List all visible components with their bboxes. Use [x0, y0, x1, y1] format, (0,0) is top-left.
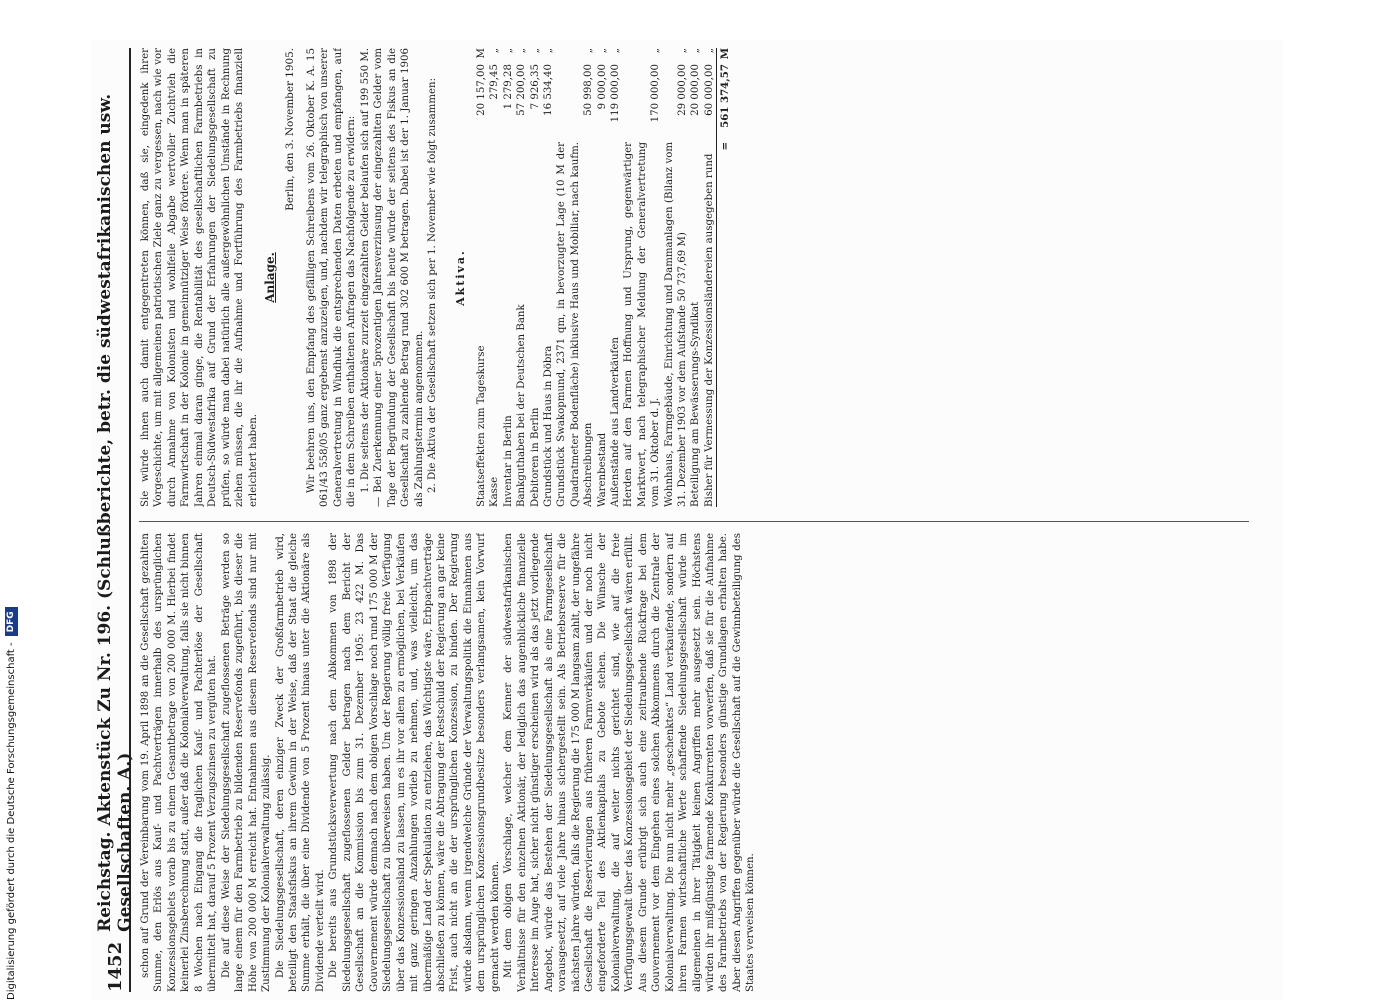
paragraph: 2. Die Aktiva der Gesellschaft setzen sich per 1. November wie folgt zusammen:: [427, 77, 439, 493]
aktiva-title: Aktiva.: [453, 249, 467, 306]
paragraph: Sie würde ihnen auch damit entgegentreten können, daß sie, eingedenk ihrer Vorgeschichte, um mit allgemeinen patriotischen Ziele ganz zu vergessen, nach wie vor durch Annahme von Kolonisten und wohlfeile Abgabe wertvoller Zuchtvieh die Farmwirtschaft in der Kolonie in gemeinnütziger Weise fördere. Wenn man in späteren Jahren einmal daran ginge, die Rentabilität des gesellschaftlichen Farmbetriebs in Deutsch-Südwestafrika auf Grund der Erfahrungen der Siedelungsgesellschaft zu prüfen, so würde man dabei natürlich alle außergewöhnlichen Umstände in Rechnung ziehen müssen, die ihr die Aufnahme und Fortführung des Farmbetriebs finanziell erleichtert haben.: [140, 48, 259, 507]
aktiva-label: Beteiligung am Bewässerungs-Syndikat: [690, 301, 702, 507]
aktiva-unit: „: [677, 48, 689, 54]
aktiva-row: [596, 48, 609, 507]
aktiva-label: Bankguthaben bei der Deutschen Bank: [516, 304, 528, 507]
aktiva-unit: „: [529, 48, 541, 54]
aktiva-label: Debitoren in Berlin: [529, 407, 541, 507]
aktiva-label: Bisher für Vermessung der Konzessionsländereien ausgegeben rund: [703, 153, 715, 507]
page-header: [95, 48, 135, 992]
aktiva-row: [515, 48, 528, 507]
aktiva-unit: „: [489, 48, 501, 54]
aktiva-table: [475, 48, 733, 507]
aktiva-unit: „: [703, 48, 715, 54]
paragraph: Die Siedelungsgesellschaft, deren einziger Zweck der Großfarmbetrieb wird, beteiligt den Staatsfiskus an ihrem Gewinn in der Weise, daß der Staat die gleiche Summe erhält, die über eine Dividende von 5 Prozent hinaus unter die Aktionäre als Dividende verteilt wird.: [274, 533, 326, 992]
aktiva-amount: 279,45: [489, 64, 501, 100]
aktiva-row: [622, 48, 662, 507]
aktiva-row: [555, 48, 595, 507]
aktiva-label: Herden auf den Farmen Hoffnung und Ursprung, gegenwärtiger Marktwert, nach telegraphischer Meldung der Generalvertretung vom 31. Oktober d. J.: [623, 142, 662, 507]
aktiva-row: [689, 48, 702, 507]
digitization-credit: [4, 0, 18, 1000]
aktiva-unit: „: [502, 48, 514, 54]
aktiva-amount: 16 534,40: [543, 64, 554, 116]
dfg-logo: DFG: [5, 607, 18, 636]
letter-date: Berlin, den 3. November 1905.: [283, 48, 296, 211]
aktiva-total-unit: M: [717, 48, 733, 64]
aktiva-row: [703, 48, 717, 507]
aktiva-amount: 57 200,00: [516, 64, 528, 116]
credit-text: Digitalisierung gefördert durch die Deutsche Forschungsgemeinschaft -: [5, 642, 17, 1000]
aktiva-unit: „: [610, 48, 622, 54]
aktiva-label: Wohnhaus, Farmgebäude, Einrichtung und Dammanlagen (Bilanz vom 31. Dezember 1903 vor dem Aufstande 50 737,69 M): [663, 142, 689, 507]
aktiva-row: [529, 48, 542, 507]
aktiva-amount: 1 279,28: [502, 64, 514, 110]
paragraph: Wir beehren uns, den Empfang des gefälligen Schreibens vom 26. Oktober K. A. 15 061/43 558/05 ganz ergebenst anzuzeigen, und, nachdem wir telegraphisch von unserer Generalvertretung in Windhuk die entsprechenden Daten erbeten und empfangen, auf die in dem Schreiben enthaltenen Anfragen das Nachfolgende zu erwidern:: [305, 48, 358, 507]
aktiva-amount: 119 000,00: [610, 64, 622, 123]
aktiva-label: Kasse: [489, 476, 501, 507]
aktiva-label: Inventar in Berlin: [502, 415, 514, 507]
aktiva-amount: 50 998,00: [583, 64, 595, 116]
paragraph: Die bereits aus Grundstücksverwertung nach dem Abkommen von 1898 der Siedelungsgesellschaft zugeflossenen Gelder betragen nach dem Bericht der Gesellschaft an die Kommission bis zum 31. Dezember 1905: 23 422 M. Das Gouvernement würde demnach nach dem obigen Vorschlage noch rund 175 000 M der Siedelungsgesellschaft zu überweisen haben. Um der Regierung völlig freie Verfügung über das Konzessionsland zu lassen, um es ihr vor allem zu ermöglichen, bei Verkäufen mit ganz geringen Anzahlungen vorlieb zu nehmen, und, was vielleicht, um das übermäßige Land der Spekulation zu entziehen, das Wichtigste wäre, Erbpachtverträge abschließen zu können, wäre die Abtragung der Restschuld der Regierung an gar keine Frist, auch nicht an die der ursprünglichen Konzession, zu binden. Der Regierung würde alsdann, wenn irgendwelche Gründe der Verwaltungspolitik die Einnahmen aus dem ursprünglichen Konzessionsgrundbesitze besonders verlangsamen, kein Vorwurf gemacht werden können.: [328, 533, 501, 992]
aktiva-unit: „: [516, 48, 528, 54]
aktiva-row: [542, 48, 555, 507]
paragraph: 1. Die seitens der Aktionäre zurzeit eingezahlten Gelder belaufen sich auf 199 550 M. — Bei Zuerkennung einer 5prozentigen Jahresverzinsung der eingezahlten Gelder vom Tage der Begründung der Gesellschaft bis heute würde der seitens des Fiskus an die Gesellschaft zu zahlende Betrag rund 302 600 M betragen. Dabei ist der 1. Januar 1906 als Zahlungstermin angenommen.: [359, 48, 425, 507]
aktiva-label: Staatseffekten zum Tageskurse: [475, 345, 487, 507]
aktiva-unit: „: [650, 48, 662, 54]
aktiva-row: [502, 48, 515, 507]
aktiva-unit: „: [596, 48, 608, 54]
header-title: Reichstag. Aktenstück Zu Nr. 196. (Schlußberichte, betr. die südwestafrikanischen usw. Gesellschaften. A.): [95, 93, 135, 932]
column-divider: [139, 521, 1249, 522]
paragraph: schon auf Grund der Vereinbarung vom 19. April 1898 an die Gesellschaft gezahlten Summe, den Erlös aus Kauf- und Pachtverträgen innerhalb des ursprünglichen Konzessionsgebiets vorab bis zu einem Gesamtbetrage von 200 000 M. Hierbei findet keinerlei Zinsberechnung statt, außer daß die Kolonialverwaltung, falls sie nicht binnen 8 Wochen nach Eingang die fraglichen Kauf- und Pachterlöse der Gesellschaft übermittelt hat, darauf 5 Prozent Verzugszinsen zu vergüten hat.: [140, 533, 219, 992]
paragraph: Die auf diese Weise der Siedelungsgesellschaft zugeflossenen Beträge werden so lange einem für den Farmbetrieb zu bildenden Reservefonds zugeführt, bis dieser die Höhe von 200 000 M erreicht hat. Entnahmen aus diesem Reservefonds sind nur mit Zustimmung der Kolonialverwaltung zulässig.: [220, 533, 273, 992]
aktiva-label: Außenstände aus Landverkäufen: [610, 337, 622, 507]
left-column: [139, 533, 1259, 992]
aktiva-row: [609, 48, 622, 507]
aktiva-label: Grundstück und Haus in Döbra: [543, 345, 554, 507]
anlage-title: Anlage.: [263, 252, 278, 303]
aktiva-total-amount: 561 374,57: [717, 64, 733, 142]
paragraph: Mit dem obigen Vorschlage, welcher dem Kenner der südwestafrikanischen Verhältnisse für den einzelnen Aktionär, der lediglich das augenblickliche finanzielle Interesse im Auge hat, sicher nicht günstiger erscheinen wird als das jetzt vorliegende Angebot, würde das Bestehen der Siedelungsgesellschaft als eine Farmgesellschaft vorausgesetzt, auf viele Jahre hinaus sichergestellt sein. Als Betriebsreserve für die nächsten Jahre würden, falls die Regierung die 175 000 M langsam zahlt, der ungefähre Gesellschaft die Reservierungen aus früheren Farmverkäufen und der noch nicht eingeforderte Teil des Aktienkapitals zu Gebote stehen. Die Wünsche der Kolonialverwaltung, die auf weiter nichts gerichtet sind, wie auf die freie Verfügungsgewalt über das Konzessionsgebiet der Siedelungsgesellschaft wären erfüllt. Aus diesem Grunde erübrigt sich auch eine zeitraubende Rückfrage bei dem Gouvernement vor dem Eingehen eines solchen Abkommens durch die Zentrale der Kolonialverwaltung. Die nun nicht mehr „geschenktes“ Land verkaufende, sondern auf ihren Farmen wirtschaftliche Werte schaffende Siedelungsgesellschaft würde im allgemeinen in ihrer Tätigkeit keinen Angriffen mehr ausgesetzt sein. Höchstens würden ihr mißgünstige farmende Konkurrenten vorwerfen, daß sie für die Aufnahme des Farmbetriebs von der Regierung besonders günstige Grundlagen erhalten habe. Aber diesen Angriffen gegenüber würde die Gesellschaft auf die Gewinnbeteiligung des Staates verweisen können.: [503, 533, 757, 992]
aktiva-unit: „: [583, 48, 595, 54]
aktiva-row: [475, 48, 488, 507]
aktiva-amount: 29 000,00: [677, 64, 689, 116]
aktiva-unit: M: [475, 48, 487, 59]
aktiva-row: [488, 48, 501, 507]
aktiva-amount: 9 000,00: [596, 64, 608, 110]
aktiva-unit: „: [690, 48, 702, 54]
aktiva-total-label: =: [717, 142, 733, 507]
aktiva-total-row: [717, 48, 733, 507]
aktiva-amount: 20 000,00: [690, 64, 702, 116]
aktiva-label: Warenbestand: [596, 432, 608, 507]
aktiva-label: Grundstück Swakopmund, 2371 qm, in bevorzugter Lage (10 M der Quadratmeter Bodenfläche) inklusive Haus und Mobiliar, nach kaufm. Abschreibungen: [556, 142, 595, 507]
aktiva-amount: 60 000,00: [703, 64, 715, 116]
aktiva-unit: „: [543, 48, 554, 54]
document-page: [91, 40, 1283, 1000]
aktiva-amount: 170 000,00: [650, 64, 662, 123]
aktiva-row: [663, 48, 690, 507]
page-number: 1452: [104, 941, 126, 992]
right-column: [139, 48, 1259, 507]
aktiva-amount: 7 926,35: [529, 64, 541, 110]
aktiva-amount: 20 157,00: [475, 64, 487, 116]
